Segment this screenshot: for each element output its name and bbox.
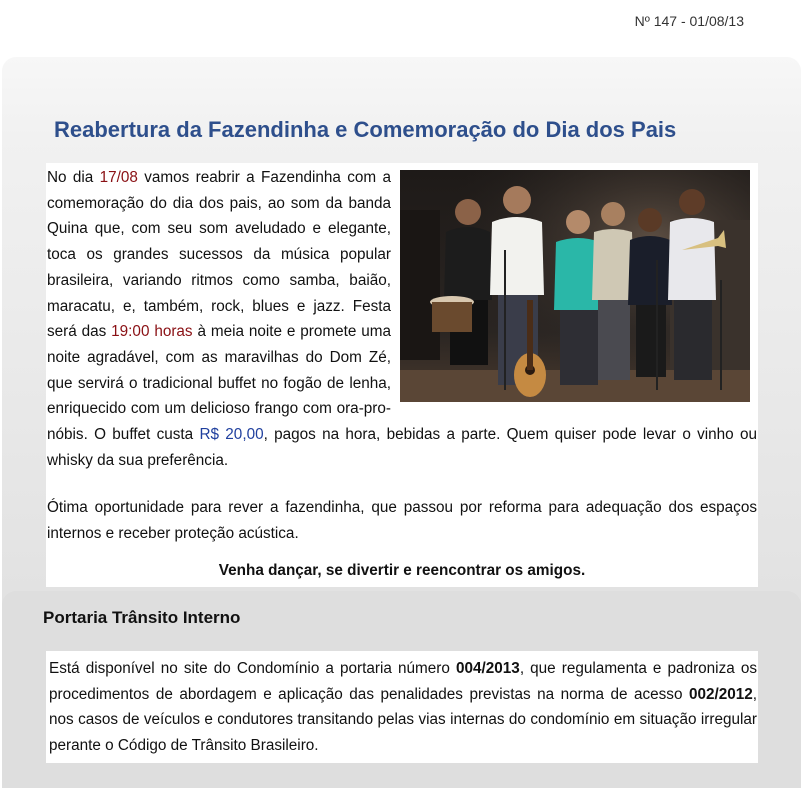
notice-text: Está disponível no site do Condomínio a portaria número [49, 660, 456, 677]
norma-number: 002/2012 [688, 685, 753, 703]
article-text: à meia noite e promete uma noite agradável, com as maravilhas do Dom Zé, que servirá o tradicional buffet no fogão de lenha, enriquecido com um delicioso frango com ora-pro-nóbis. O buffet custa [47, 323, 392, 444]
notice-text: , nos casos de veículos e condutores transitando pelas vias internas do condomínio em situação irregular perante o Código de Trânsito Brasileiro. [49, 685, 757, 754]
article-body [46, 163, 758, 587]
band-photo [400, 170, 750, 402]
buffet-price: R$ 20,00 [199, 426, 264, 444]
notice-panel [2, 591, 801, 788]
portaria-number: 004/2013 [456, 660, 520, 677]
article-text: No dia [47, 169, 100, 186]
article-title: Reabertura da Fazendinha e Comemoração do Dia dos Pais [54, 117, 677, 142]
event-date: 17/08 [99, 169, 138, 186]
article-text: vamos reabrir a Fazendinha com a comemoração do dia dos pais, ao som da banda Quina que, com seu som aveludado e elegante, toca os grandes sucessos da música popular brasileira, variando ritmos como samba, baião, maracatu, e, também, rock, blues e jazz. Festa será das [47, 169, 391, 341]
notice-body [46, 651, 758, 763]
notice-title: Portaria Trânsito Interno [43, 608, 241, 627]
article-paragraph-2: Ótima oportunidade para rever a fazendinha, que passou por reforma para adequação dos espaços internos e receber proteção acústica. [47, 499, 757, 543]
article-text: , pagos na hora, bebidas a parte. Quem quiser pode levar o vinho ou whisky da sua preferência. [47, 426, 757, 469]
call-to-action: Venha dançar, se divertir e reencontrar os amigos. [218, 562, 586, 579]
event-time: 19:00 horas [111, 323, 193, 341]
issue-number-date: Nº 147 - 01/08/13 [634, 13, 744, 29]
notice-text: , que regulamenta e padroniza os procedimentos de abordagem e aplicação das penalidades previstas na norma de acesso [49, 660, 757, 703]
